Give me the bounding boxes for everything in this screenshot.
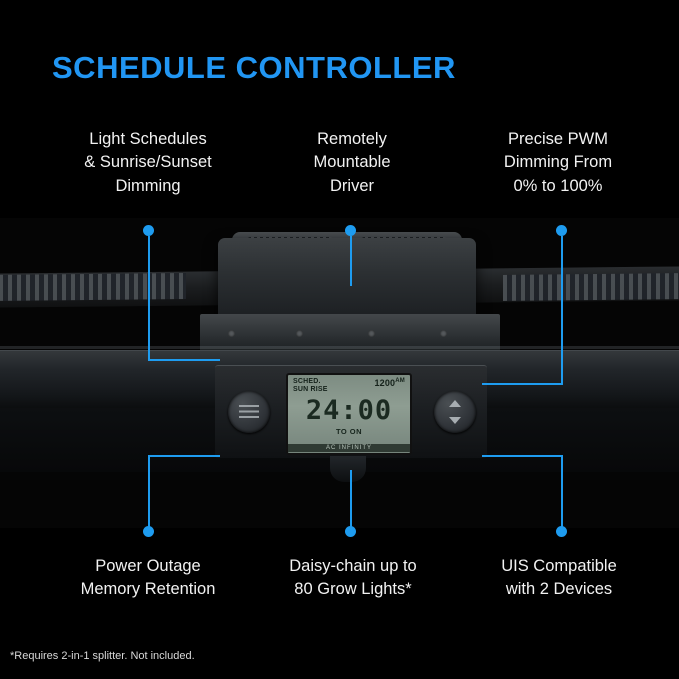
callout-dot-light-schedules [143, 225, 154, 236]
driver-module [218, 238, 476, 324]
callout-line-uis [561, 455, 563, 528]
callout-dot-power-outage [143, 526, 154, 537]
callout-light-schedules: Light Schedules & Sunrise/Sunset Dimming [84, 130, 212, 195]
screw [368, 330, 375, 337]
lamp-led-strip-right [503, 273, 679, 301]
lcd-main-value: 24:00 [305, 395, 393, 426]
callout-line-pwm-dimming [561, 236, 563, 384]
callout-remote-driver: Remotely Mountable Driver [313, 130, 391, 195]
callout-line-light-schedules-h [148, 359, 220, 361]
callout-line-power-outage [148, 455, 150, 528]
lamp-edge-highlight [0, 346, 679, 349]
screw [296, 330, 303, 337]
callout-dot-pwm-dimming [556, 225, 567, 236]
lcd-sub-label: TO ON [335, 427, 363, 436]
callout-dot-uis [556, 526, 567, 537]
lcd-clock: $1200^{AM}$ [374, 378, 405, 388]
callout-line-uis-h [482, 455, 563, 457]
screw [440, 330, 447, 337]
chevron-up-icon[interactable] [449, 400, 461, 407]
controller-cable-nub [330, 456, 366, 482]
callout-line-daisy-chain [350, 470, 352, 528]
lcd-top-row [293, 378, 405, 394]
lamp-led-strip-left [0, 273, 186, 301]
menu-button[interactable] [228, 391, 270, 433]
lcd-mode-label: SCHED. SUN RISE [293, 378, 328, 394]
hamburger-icon [239, 405, 259, 418]
callout-power-outage-memory: Power Outage Memory Retention [80, 557, 216, 599]
callout-line-pwm-dimming-h [482, 383, 563, 385]
page-title: SCHEDULE CONTROLLER [52, 50, 456, 85]
callout-dot-daisy-chain [345, 526, 356, 537]
callout-line-remote-driver [350, 236, 352, 286]
lcd-brand-label: AC INFINITY [288, 444, 410, 452]
footnote: *Requires 2-in-1 splitter. Not included. [10, 650, 195, 662]
product-photo [0, 218, 679, 528]
updown-button[interactable] [434, 391, 476, 433]
controller-lcd-display [286, 373, 412, 455]
callout-pwm-dimming: Precise PWM Dimming From 0% to 100% [503, 130, 613, 195]
callout-daisy-chain: Daisy-chain up to 80 Grow Lights* [289, 557, 417, 599]
callout-line-power-outage-h [148, 455, 220, 457]
screw [228, 330, 235, 337]
chevron-down-icon[interactable] [449, 417, 461, 424]
callout-line-light-schedules [148, 236, 150, 360]
callout-dot-remote-driver [345, 225, 356, 236]
callout-uis-compatible: UIS Compatible with 2 Devices [501, 557, 617, 599]
